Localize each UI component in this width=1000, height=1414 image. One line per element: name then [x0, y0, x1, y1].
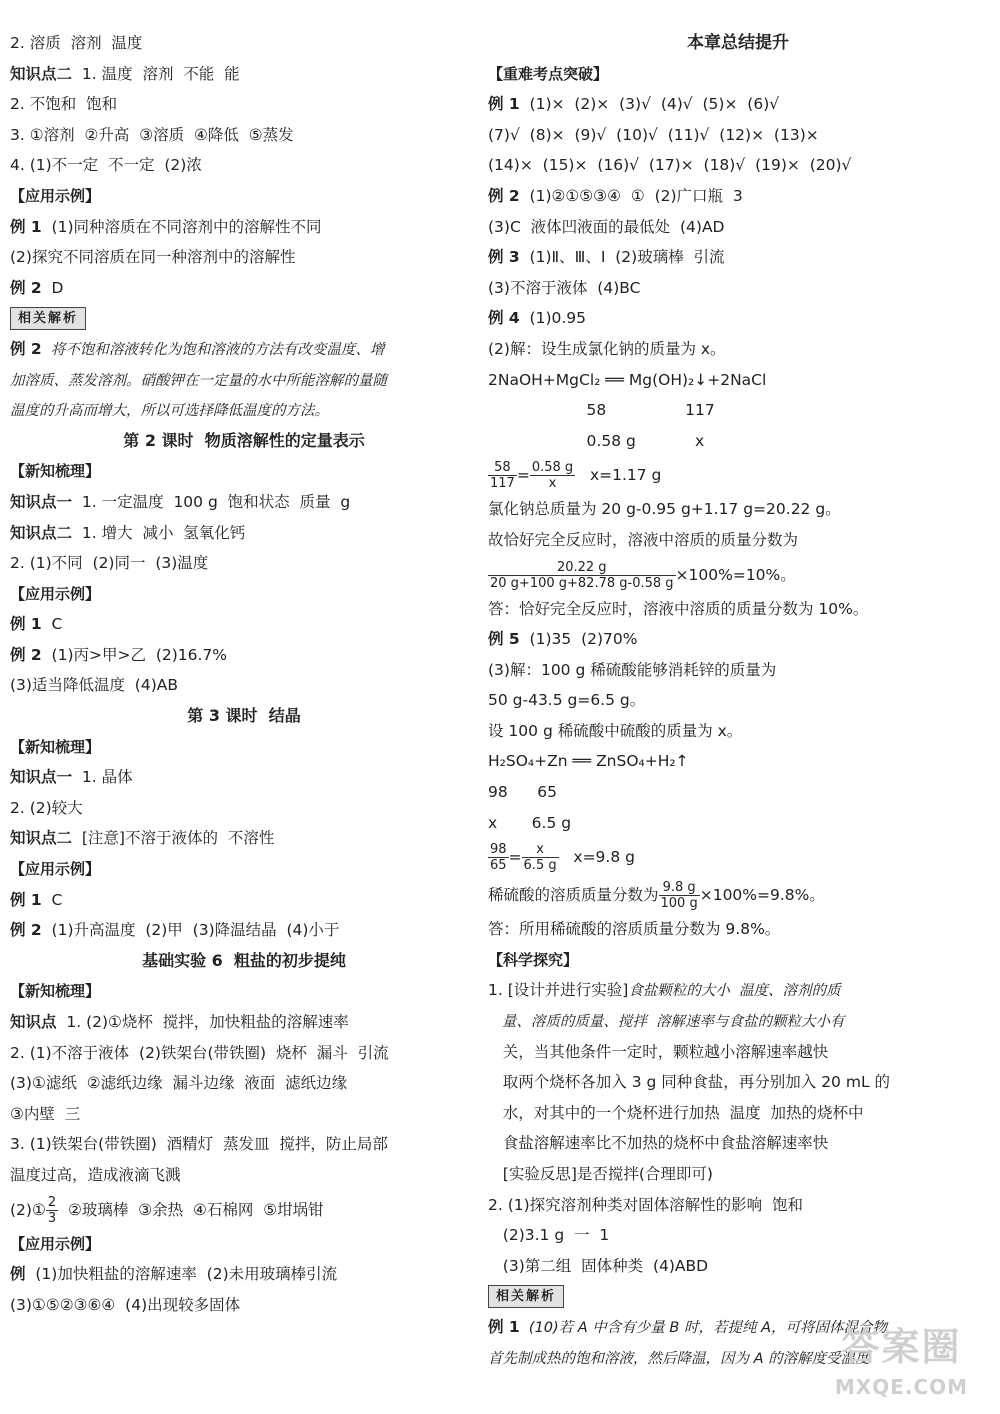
- section-heading: 【应用示例】: [10, 860, 101, 879]
- text-line: [10, 1099, 478, 1130]
- line-text: 2. 溶质 溶剂 温度: [10, 34, 143, 52]
- line-text: [注意]不溶于液体的 不溶性: [72, 829, 275, 848]
- text-line: [10, 28, 478, 59]
- text-line: [10, 1007, 478, 1038]
- fraction-denominator: 6.5 g: [523, 858, 557, 874]
- line-text: (1)同种溶质在不同溶剂中的溶解性不同: [41, 217, 322, 236]
- section-title: 第 2 课时 物质溶解性的定量表示: [123, 430, 365, 450]
- text-line: [488, 456, 988, 494]
- fraction-numerator: 98: [490, 842, 507, 858]
- line-text: (3)不溶于液体 (4)BC: [488, 278, 641, 297]
- text-line: [10, 89, 478, 120]
- line-text: 4. (1)不一定 不一定 (2)浓: [10, 156, 202, 175]
- line-text: (1)× (2)× (3)√ (4)√ (5)× (6)√: [519, 95, 780, 114]
- text-line: [488, 494, 988, 525]
- text-line: [488, 1006, 988, 1037]
- text-line: [488, 89, 988, 120]
- analysis-tag: 相关解析: [488, 1285, 564, 1308]
- section-heading: 【应用示例】: [10, 1234, 101, 1253]
- text-line: [10, 1259, 478, 1290]
- line-text: [实验反思]是否搅拌(合理即可): [488, 1165, 713, 1183]
- fraction-denominator: x: [548, 476, 557, 492]
- analysis-text: 将不饱和溶液转化为饱和溶液的方法有改变温度、增: [41, 341, 385, 358]
- section-heading: 【应用示例】: [10, 186, 101, 205]
- line-text: 2NaOH+MgCl₂ ══ Mg(OH)₂↓+2NaCl: [488, 370, 767, 389]
- analysis-tag: 相关解析: [10, 307, 86, 330]
- text-line: [10, 303, 478, 334]
- text-line: [10, 59, 478, 90]
- item-label: 例 1: [10, 217, 42, 236]
- item-label: 知识点一: [10, 492, 73, 511]
- fraction-denominator: 20 g+100 g+82.78 g-0.58 g: [490, 575, 674, 591]
- line-text: 58 117: [488, 401, 715, 420]
- item-label: 例 2: [10, 339, 42, 358]
- text-line: [10, 1068, 478, 1099]
- text-line: [488, 914, 988, 945]
- text-line: [488, 150, 988, 181]
- line-text: (3)解：100 g 稀硫酸能够消耗锌的质量为: [488, 660, 777, 679]
- text-line: [488, 242, 988, 273]
- text-line: [488, 777, 988, 808]
- text-line: [488, 1159, 988, 1190]
- analysis-text: 首先制成热的饱和溶液，然后降温，因为 A 的溶解度受温度: [488, 1350, 870, 1367]
- text-line: [488, 716, 988, 747]
- line-text: 1. 增大 减小 氢氧化钙: [72, 523, 246, 542]
- text-line: [10, 1160, 478, 1191]
- line-text: 关，当其他条件一定时，颗粒越小溶解速率越快: [488, 1042, 829, 1061]
- text-line: [488, 1251, 988, 1282]
- line-text: C: [41, 615, 63, 634]
- fraction-numerator: 58: [488, 461, 517, 476]
- line-text: 1. 晶体: [72, 768, 133, 787]
- item-label: 例 4: [488, 309, 520, 328]
- line-text: 氯化钠总质量为 20 g-0.95 g+1.17 g=20.22 g。: [488, 500, 841, 519]
- line-text: ③内壁 三: [10, 1104, 81, 1123]
- text-line: [488, 1128, 988, 1159]
- fraction: [530, 461, 575, 490]
- item-label: 例 3: [488, 248, 520, 267]
- line-text: 答：恰好完全反应时，溶液中溶质的质量分数为 10%。: [488, 599, 869, 618]
- watermark-logo: [809, 1322, 994, 1410]
- line-text: 3. ①溶剂 ②升高 ③溶质 ④降低 ⑤蒸发: [10, 125, 294, 144]
- text-line: [10, 670, 478, 701]
- line-text: (1)加快粗盐的溶解速率 (2)未用玻璃棒引流: [25, 1265, 338, 1284]
- fraction: [46, 1196, 58, 1225]
- line-text: (3)第二组 固体种类 (4)ABD: [488, 1256, 709, 1275]
- line-text: (7)√ (8)× (9)√ (10)√ (11)√ (12)× (13)×: [488, 125, 819, 144]
- fraction-denominator: 3: [47, 1210, 57, 1226]
- fraction-numerator: 2: [47, 1194, 57, 1210]
- line-text: 0.58 g x: [488, 431, 705, 450]
- fraction: [488, 843, 509, 872]
- line-text: ×100%=10%。: [675, 565, 796, 584]
- line-text: 温度过高，造成液滴飞溅: [10, 1165, 181, 1184]
- line-text: 50 g-43.5 g=6.5 g。: [488, 691, 646, 710]
- line-text: 2. (1)不溶于液体 (2)铁架台(带铁圈) 烧杯 漏斗 引流: [10, 1043, 389, 1062]
- section-title: 基础实验 6 粗盐的初步提纯: [142, 950, 346, 970]
- text-line: [10, 609, 478, 640]
- fraction-numerator: 9.8 g: [659, 881, 700, 896]
- line-text: D: [41, 278, 64, 297]
- text-line: [10, 242, 478, 273]
- text-line: [488, 975, 988, 1006]
- text-line: [10, 1191, 478, 1229]
- item-label: 知识点二: [10, 64, 73, 83]
- section-heading: 【应用示例】: [10, 584, 101, 603]
- line-text: 1. 一定温度 100 g 饱和状态 质量 g: [72, 492, 351, 511]
- text-line: [488, 1190, 988, 1221]
- line-text: (2)探究不同溶质在同一种溶剂中的溶解性: [10, 248, 296, 267]
- analysis-text: 食盐颗粒的大小 温度、溶剂的质: [628, 983, 841, 1000]
- section-heading: 【新知梳理】: [10, 737, 101, 756]
- text-line: [488, 876, 988, 914]
- fraction: [522, 843, 559, 872]
- item-label: 例 2: [10, 921, 42, 940]
- line-text: 水，对其中的一个烧杯进行加热 温度 加热的烧杯中: [488, 1103, 864, 1122]
- text-line: [488, 212, 988, 243]
- line-text: (3)适当降低温度 (4)AB: [10, 676, 179, 695]
- analysis-text: 加溶质、蒸发溶剂。硝酸钾在一定量的水中所能溶解的量随: [10, 372, 387, 389]
- text-line: [488, 426, 988, 457]
- text-line: [488, 181, 988, 212]
- item-label: 例 1: [10, 890, 42, 909]
- text-line: [10, 762, 478, 793]
- item-label: 知识点一: [10, 768, 73, 787]
- line-text: (3)①⑤②③⑥④ (4)出现较多固体: [10, 1295, 241, 1314]
- line-text: (1)丙>甲>乙 (2)16.7%: [41, 645, 228, 664]
- line-text: (3)C 液体凹液面的最低处 (4)AD: [488, 217, 725, 236]
- text-line: [10, 915, 478, 946]
- item-label: 例 5: [488, 630, 520, 649]
- section-heading: 【重难考点突破】: [488, 64, 609, 83]
- text-line: [488, 365, 988, 396]
- text-line: [488, 1067, 988, 1098]
- section-heading: 【科学探究】: [488, 950, 579, 969]
- text-line: [488, 1281, 988, 1312]
- section-title: 本章总结提升: [687, 33, 789, 53]
- text-line: [488, 1098, 988, 1129]
- analysis-text: 温度的升高而增大，所以可选择降低温度的方法。: [10, 403, 329, 420]
- item-label: 例: [10, 1265, 26, 1284]
- line-text: (3)①滤纸 ②滤纸边缘 漏斗边缘 液面 滤纸边缘: [10, 1074, 348, 1093]
- text-line: [488, 120, 988, 151]
- line-text: 答：所用稀硫酸的溶质质量分数为 9.8%。: [488, 920, 781, 939]
- text-line: [10, 823, 478, 854]
- line-text: 98 65: [488, 783, 558, 802]
- line-text: (14)× (15)× (16)√ (17)× (18)√ (19)× (20)√: [488, 156, 852, 175]
- item-label: 例 2: [488, 186, 520, 205]
- line-text: 2. 不饱和 饱和: [10, 95, 118, 114]
- text-line: [10, 518, 478, 549]
- item-label: 知识点二: [10, 829, 73, 848]
- text-line: [10, 640, 478, 671]
- watermark-text: 答案圈: [841, 1325, 962, 1369]
- text-line: [488, 556, 988, 594]
- analysis-text: (10)若 A 中含有少量 B 时，若提纯 A，可将固体混合物: [519, 1319, 888, 1336]
- text-line: [488, 685, 988, 716]
- fraction-denominator: 100 g: [660, 896, 698, 912]
- line-text: (1)②①⑤③④ ① (2)广口瓶 3: [519, 186, 743, 205]
- line-text: 设 100 g 稀硫酸中硫酸的质量为 x。: [488, 721, 743, 740]
- text-line: [488, 525, 988, 556]
- fraction-numerator: x: [522, 843, 559, 858]
- text-line: [488, 273, 988, 304]
- text-line: [10, 1038, 478, 1069]
- fraction-numerator: 20.22 g: [488, 561, 676, 576]
- line-text: =: [516, 466, 530, 485]
- line-text: x=9.8 g: [558, 848, 635, 867]
- text-line: [10, 150, 478, 181]
- text-line: [10, 487, 478, 518]
- text-line: [488, 1037, 988, 1068]
- line-text: (1)35 (2)70%: [519, 630, 638, 649]
- fraction: [659, 881, 700, 910]
- line-text: 1. (2)①烧杯 搅拌，加快粗盐的溶解速率: [56, 1013, 349, 1031]
- text-line: [10, 120, 478, 151]
- item-label: 知识点二: [10, 523, 73, 542]
- item-label: 知识点: [10, 1013, 57, 1031]
- line-text: x=1.17 g: [575, 466, 662, 485]
- line-text: =: [508, 848, 522, 867]
- text-line: [10, 395, 478, 426]
- line-text: 1. [设计并进行实验]: [488, 981, 629, 1000]
- line-text: x 6.5 g: [488, 813, 572, 832]
- line-text: ×100%=9.8%。: [699, 886, 825, 905]
- text-line: [10, 885, 478, 916]
- text-line: [488, 594, 988, 625]
- text-line: [10, 1129, 478, 1160]
- left-column: [10, 28, 478, 1320]
- line-text: 食盐溶解速率比不加热的烧杯中食盐溶解速率快: [488, 1134, 829, 1153]
- line-text: 2. (2)较大: [10, 798, 83, 817]
- line-text: 3. (1)铁架台(带铁圈) 酒精灯 蒸发皿 搅拌，防止局部: [10, 1135, 388, 1154]
- text-line: [488, 395, 988, 426]
- text-line: [488, 624, 988, 655]
- fraction-numerator: 0.58 g: [531, 460, 574, 476]
- item-label: 例 2: [10, 645, 42, 664]
- item-label: 例 2: [10, 278, 42, 297]
- line-text: H₂SO₄+Zn ══ ZnSO₄+H₂↑: [488, 752, 689, 771]
- line-text: 1. 温度 溶剂 不能 能: [72, 64, 240, 83]
- fraction: [488, 461, 517, 490]
- right-column: [488, 28, 988, 1373]
- section-heading: 【新知梳理】: [10, 982, 101, 1001]
- line-text: ②玻璃棒 ③余热 ④石棉网 ⑤坩埚钳: [58, 1200, 324, 1219]
- fraction-denominator: 65: [490, 858, 507, 874]
- text-line: [10, 273, 478, 304]
- text-line: [10, 365, 478, 396]
- text-line: [488, 655, 988, 686]
- line-text: 故恰好完全反应时，溶液中溶质的质量分数为: [488, 530, 799, 549]
- line-text: (1)升高温度 (2)甲 (3)降温结晶 (4)小于: [41, 921, 340, 940]
- item-label: 例 1: [488, 95, 520, 114]
- line-text: (1)Ⅱ、Ⅲ、Ⅰ (2)玻璃棒 引流: [519, 248, 725, 267]
- line-text: (1)0.95: [519, 309, 587, 328]
- text-line: [488, 838, 988, 876]
- line-text: 稀硫酸的溶质质量分数为: [488, 886, 659, 905]
- text-line: [488, 1220, 988, 1251]
- line-text: 取两个烧杯各加入 3 g 同种食盐，再分别加入 20 mL 的: [488, 1073, 891, 1092]
- fraction-denominator: 117: [490, 476, 515, 492]
- text-line: [488, 334, 988, 365]
- fraction: [488, 561, 676, 590]
- text-line: [488, 808, 988, 839]
- line-text: (2)解：设生成氯化钠的质量为 x。: [488, 339, 726, 358]
- text-line: [10, 1290, 478, 1321]
- text-line: [488, 303, 988, 334]
- line-text: 2. (1)探究溶剂种类对固体溶解性的影响 饱和: [488, 1195, 804, 1214]
- text-line: [488, 746, 988, 777]
- item-label: 例 1: [10, 615, 42, 634]
- line-text: C: [41, 890, 63, 909]
- line-text: (2)①: [10, 1200, 46, 1219]
- text-line: [10, 548, 478, 579]
- section-title: 第 3 课时 结晶: [187, 706, 301, 726]
- item-label: 例 1: [488, 1317, 520, 1336]
- section-heading: 【新知梳理】: [10, 462, 101, 481]
- text-line: [10, 334, 478, 365]
- analysis-text: 量、溶质的质量、搅拌 溶解速率与食盐的颗粒大小有: [488, 1014, 845, 1031]
- text-line: [10, 793, 478, 824]
- text-line: [10, 212, 478, 243]
- line-text: 2. (1)不同 (2)同一 (3)温度: [10, 554, 209, 573]
- watermark-url: MXQE.COM: [834, 1375, 969, 1399]
- line-text: (2)3.1 g 一 1: [488, 1226, 610, 1245]
